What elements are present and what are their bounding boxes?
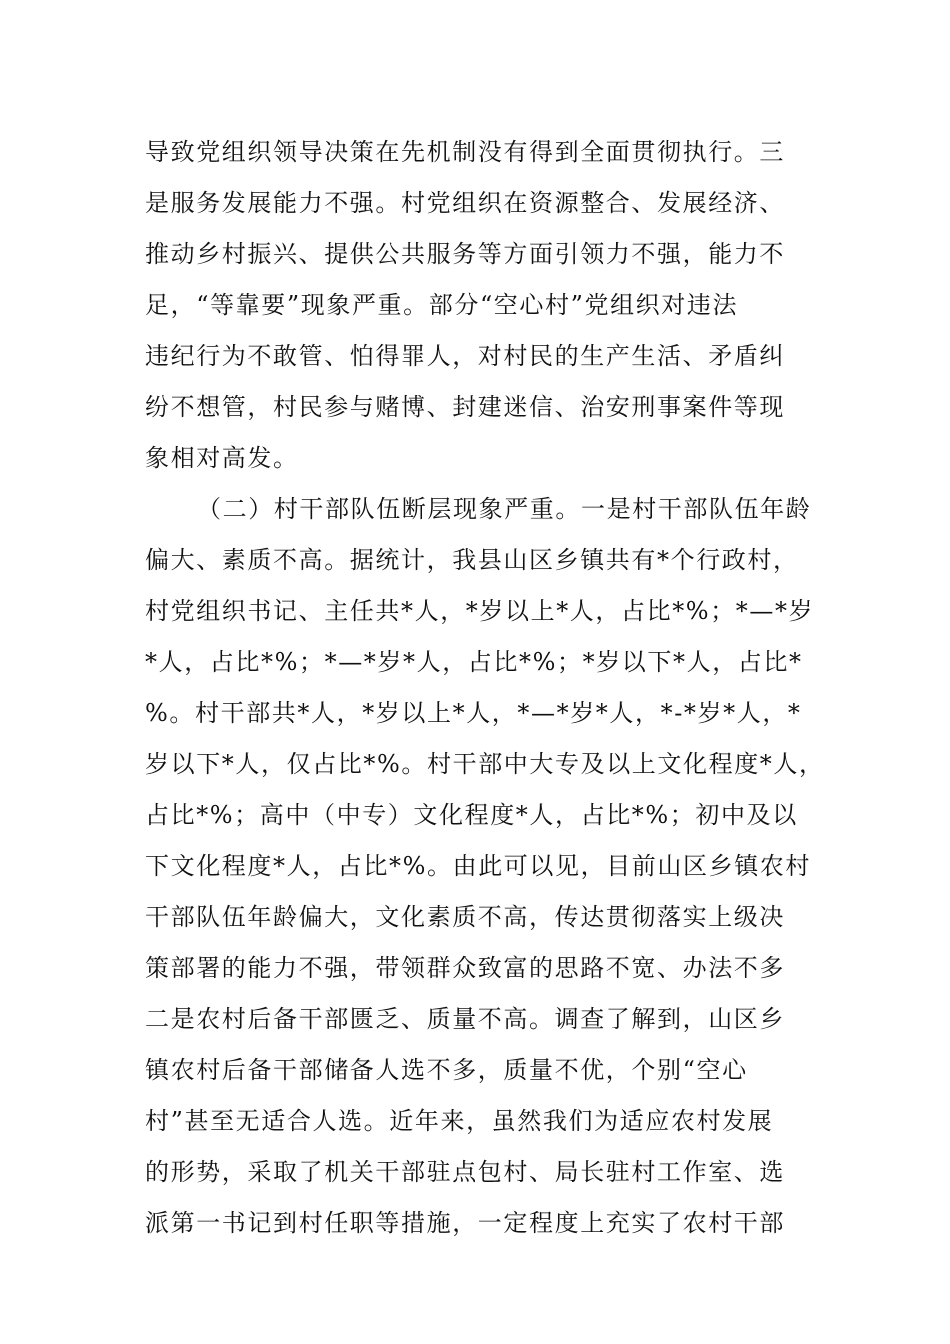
section-heading-line: （二）村干部队伍断层现象严重。一是村干部队伍年龄 [197,495,812,523]
text-line: 镇农村后备干部储备人选不多，质量不优，个别“空心 [145,1056,748,1084]
text-line: %。村干部共*人，*岁以上*人，*—*岁*人，*-*岁*人，* [145,699,802,727]
text-line: 下文化程度*人，占比*%。由此可以见，目前山区乡镇农村 [145,852,812,880]
text-line: 二是农村后备干部匮乏、质量不高。调查了解到，山区乡 [145,1005,785,1033]
text-line: 占比*%；高中（中专）文化程度*人，占比*%；初中及以 [145,801,798,829]
text-line: *人，占比*%；*—*岁*人，占比*%；*岁以下*人，占比* [145,648,803,676]
text-line: 的形势，采取了机关干部驻点包村、局长驻村工作室、选 [145,1158,785,1186]
text-line: 村党组织书记、主任共*人，*岁以上*人，占比*%；*—*岁 [145,597,815,625]
text-line: 推动乡村振兴、提供公共服务等方面引领力不强，能力不 [145,240,785,268]
text-line: 偏大、素质不高。据统计，我县山区乡镇共有*个行政村， [145,546,799,574]
text-line: 足，“等靠要”现象严重。部分“空心村”党组织对违法 [145,291,739,319]
body-text [145,127,825,1249]
text-line: 违纪行为不敢管、怕得罪人，对村民的生产生活、矛盾纠 [145,342,785,370]
text-line: 派第一书记到村任职等措施，一定程度上充实了农村干部 [145,1209,785,1237]
text-line: 干部队伍年龄偏大，文化素质不高，传达贯彻落实上级决 [145,903,785,931]
text-line: 是服务发展能力不强。村党组织在资源整合、发展经济、 [145,189,785,217]
text-line: 岁以下*人，仅占比*%。村干部中大专及以上文化程度*人， [145,750,825,778]
text-line: 象相对高发。 [145,444,299,472]
text-line: 纷不想管，村民参与赌博、封建迷信、治安刑事案件等现 [145,393,785,421]
text-line: 村”甚至无适合人选。近年来，虽然我们为适应农村发展 [145,1107,774,1135]
text-line: 策部署的能力不强，带领群众致富的思路不宽、办法不多 [145,954,785,982]
text-line: 导致党组织领导决策在先机制没有得到全面贯彻执行。三 [145,138,785,166]
